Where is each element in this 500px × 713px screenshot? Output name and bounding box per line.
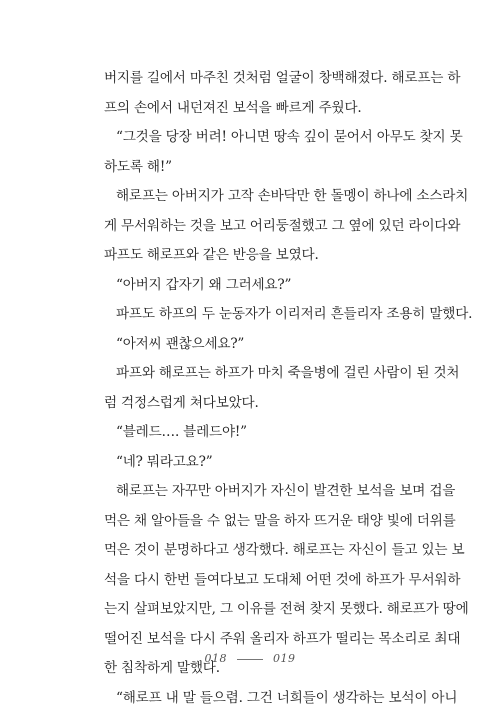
body-text	[104, 64, 436, 713]
text-line: 하도록 해!”	[104, 153, 436, 183]
page-numbers	[0, 652, 500, 665]
text-line: 파프도 해로프와 같은 반응을 보였다.	[104, 241, 436, 271]
text-line: “블레드…. 블레드야!”	[104, 418, 436, 448]
text-line: 석을 다시 한번 들여다보고 도대체 어떤 것에 하프가 무서워하	[104, 566, 436, 596]
text-line: “그것을 당장 버려! 아니면 땅속 깊이 묻어서 아무도 찾지 못	[104, 123, 436, 153]
folio-dash	[237, 659, 263, 660]
text-line: “아버지 갑자기 왜 그러세요?”	[104, 271, 436, 301]
text-line: 해로프는 아버지가 고작 손바닥만 한 돌멩이 하나에 소스라치	[104, 182, 436, 212]
text-line: 는지 살펴보았지만, 그 이유를 전혀 찾지 못했다. 해로프가 땅에	[104, 595, 436, 625]
text-line: 파프도 하프의 두 눈동자가 이리저리 흔들리자 조용히 말했다.	[104, 300, 436, 330]
text-line: “해로프 내 말 들으렴. 그건 너희들이 생각하는 보석이 아니	[104, 684, 436, 713]
text-line: 떨어진 보석을 다시 주워 올리자 하프가 떨리는 목소리로 최대	[104, 625, 436, 655]
text-line: 게 무서워하는 것을 보고 어리둥절했고 그 옆에 있던 라이다와	[104, 212, 436, 242]
text-line: 먹은 것이 분명하다고 생각했다. 해로프는 자신이 들고 있는 보	[104, 536, 436, 566]
text-line: 럼 걱정스럽게 쳐다보았다.	[104, 389, 436, 419]
text-line: 파프와 해로프는 하프가 마치 죽을병에 걸린 사람이 된 것처	[104, 359, 436, 389]
text-line: 한 침착하게 말했다.	[104, 654, 436, 684]
text-line: 프의 손에서 내던져진 보석을 빠르게 주웠다.	[104, 94, 436, 124]
text-line: 해로프는 자꾸만 아버지가 자신이 발견한 보석을 보며 겁을	[104, 477, 436, 507]
text-line: 버지를 길에서 마주친 것처럼 얼굴이 창백해졌다. 해로프는 하	[104, 64, 436, 94]
text-line: “아저씨 괜찮으세요?”	[104, 330, 436, 360]
text-line: “네? 뭐라고요?”	[104, 448, 436, 478]
text-line: 먹은 채 알아들을 수 없는 말을 하자 뜨거운 태양 빛에 더위를	[104, 507, 436, 537]
right-page-number: 019	[273, 652, 296, 665]
left-page-number: 018	[205, 652, 228, 665]
